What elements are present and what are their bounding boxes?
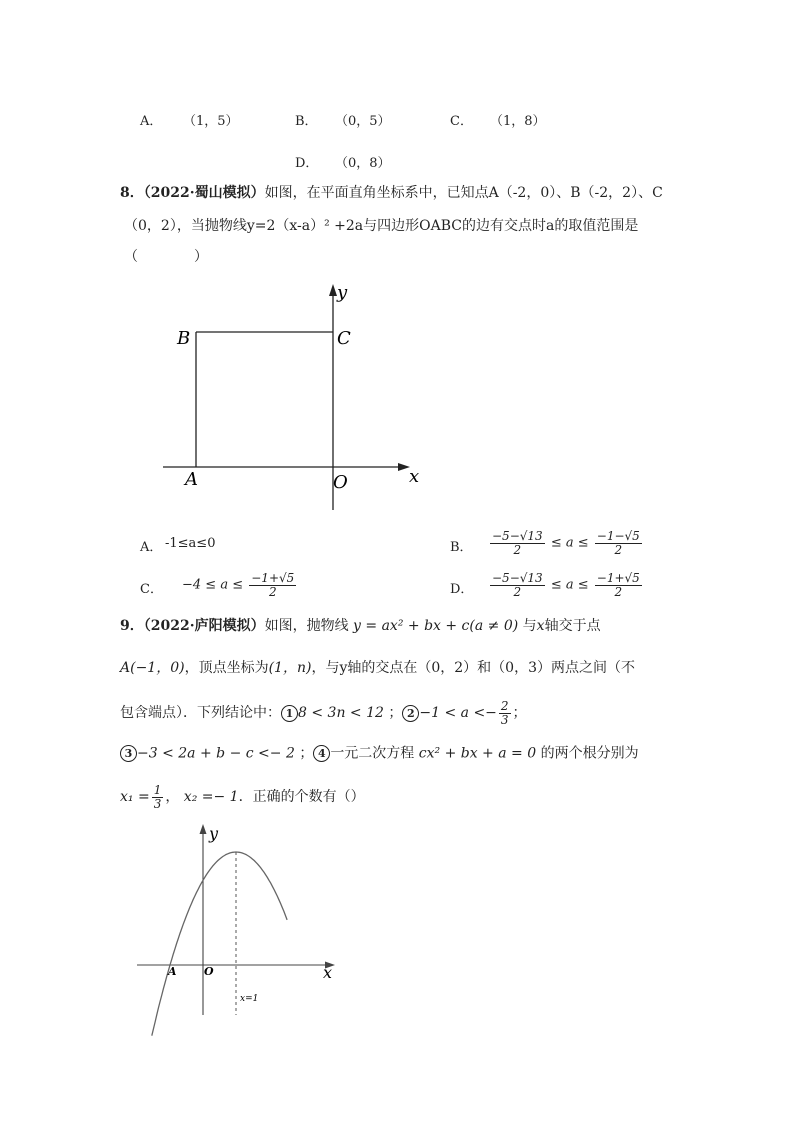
q9-line-2-b: ，与y轴的交点在（0，2）和（0，3）两点之间（不 — [311, 660, 635, 676]
q8-option-b-left-num: −5−√13 — [492, 529, 543, 543]
q9-point-A-label: A — [168, 965, 177, 978]
q8-option-b-mid: ≤ a ≤ — [550, 535, 589, 551]
q8-answer-blank: （ ） — [124, 249, 208, 265]
q8-stem-line-1: 如图，在平面直角坐标系中，已知点A（-2，0）、B（-2，2）、C — [264, 185, 663, 201]
q7-option-c-value: （1，8） — [490, 114, 546, 129]
q9-sep-1: ； — [388, 705, 403, 722]
q7-option-b-value: （0，5） — [335, 114, 391, 129]
q9-conclusion-2-den: 3 — [500, 712, 509, 727]
q9-parabola-equation: y = ax² + bx + c(a ≠ 0) — [353, 618, 519, 634]
q9-line-1-b: 与 — [522, 618, 537, 634]
q9-conclusion-1: 8 < 3n < 12 — [298, 705, 384, 722]
q9-ending: ．正确的个数有（） — [238, 789, 365, 806]
q9-conclusion-4-equation: cx² + bx + a = 0 — [418, 745, 537, 762]
q9-conclusion-2-marker: 2 — [402, 705, 419, 722]
q7-option-d-label: D． — [295, 156, 319, 171]
q9-x1-den: 3 — [153, 796, 162, 811]
q9-x1-num: 1 — [153, 783, 162, 797]
q9-conclusion-2-num: 2 — [500, 699, 509, 713]
q9-line-3-a: 包含端点）．下列结论中： — [120, 705, 281, 722]
q8-option-c-right-num: −1+√5 — [251, 571, 295, 585]
q8-point-O-label: O — [333, 472, 348, 493]
q9-conclusion-4-a: 一元二次方程 — [330, 745, 415, 762]
q8-option-b-right-den: 2 — [614, 542, 623, 557]
q8-option-d-label: D． — [450, 582, 474, 597]
q8-option-b-label: B． — [450, 540, 473, 555]
q8-number: 8． — [120, 185, 144, 201]
q9-conclusion-4-b: 的两个根分别为 — [540, 745, 639, 762]
q9-point-A: A(−1，0) — [120, 660, 185, 676]
q8-x-label: x — [409, 466, 420, 487]
q9-comma: ， — [165, 789, 180, 806]
q7-option-a-value: （1，5） — [183, 114, 239, 129]
q9-vertex: (1，n) — [268, 660, 312, 676]
q8-point-A-label: A — [185, 469, 198, 490]
q9-x2: x₂ =− 1 — [183, 789, 239, 806]
q9-line-1-x: x — [536, 618, 545, 634]
q8-option-c-left: −4 ≤ a ≤ — [182, 577, 244, 593]
q8-y-label: y — [337, 282, 348, 303]
q9-line-2-a: ，顶点坐标为 — [184, 660, 269, 676]
q7-option-c-label: C． — [450, 114, 473, 129]
q8-point-B-label: B — [177, 328, 191, 349]
q7-option-b-label: B． — [295, 114, 318, 129]
q8-option-d-mid: ≤ a ≤ — [550, 577, 589, 593]
q8-source: （2022·蜀山模拟） — [143, 185, 265, 201]
q9-conclusion-1-marker: 1 — [281, 705, 298, 722]
q8-stem-line-2: （0，2），当抛物线y=2（x-a）² +2a与四边形OABC的边有交点时a的取值范围是 — [124, 218, 639, 234]
q8-option-b-right-num: −1−√5 — [596, 529, 640, 543]
q9-x1-label: x₁ = — [120, 789, 150, 806]
q8-point-C-label: C — [337, 328, 351, 349]
q9-conclusion-3: −3 < 2a + b − c <− 2 — [137, 745, 295, 762]
q9-x-label: x — [323, 963, 333, 982]
q9-number: 9． — [120, 618, 144, 634]
q9-y-axis-arrow — [200, 824, 207, 834]
q8-option-d-left-num: −5−√13 — [492, 571, 543, 585]
q9-conclusion-4-marker: 4 — [313, 745, 330, 762]
q9-source: （2022·庐阳模拟） — [143, 618, 265, 634]
q9-line-1-c: 轴交于点 — [544, 618, 601, 634]
q9-conclusion-2: −1 < a <− — [419, 705, 497, 722]
q9-point-O-label: O — [204, 965, 214, 978]
q9-y-label: y — [209, 824, 219, 843]
q9-parabola-curve — [152, 852, 287, 1036]
q9-sep-3: ； — [299, 745, 314, 762]
q8-option-c-label: C． — [140, 582, 163, 597]
q8-option-a-label: A． — [140, 540, 163, 555]
q8-option-d-left-den: 2 — [513, 584, 522, 599]
q8-option-b-left-den: 2 — [513, 542, 522, 557]
q8-option-d-right-den: 2 — [614, 584, 623, 599]
q9-symmetry-label: x=1 — [240, 994, 259, 1004]
q9-sep-2: ； — [512, 705, 527, 722]
q7-option-a-label: A． — [140, 114, 163, 129]
q9-conclusion-3-marker: 3 — [120, 745, 137, 762]
q7-option-d-value: （0，8） — [335, 156, 391, 171]
q8-option-d-right-num: −1+√5 — [596, 571, 640, 585]
q8-option-a-text: -1≤a≤0 — [165, 536, 216, 551]
q8-option-c-right-den: 2 — [268, 584, 277, 599]
q9-line-1-a: 如图，抛物线 — [264, 618, 349, 634]
